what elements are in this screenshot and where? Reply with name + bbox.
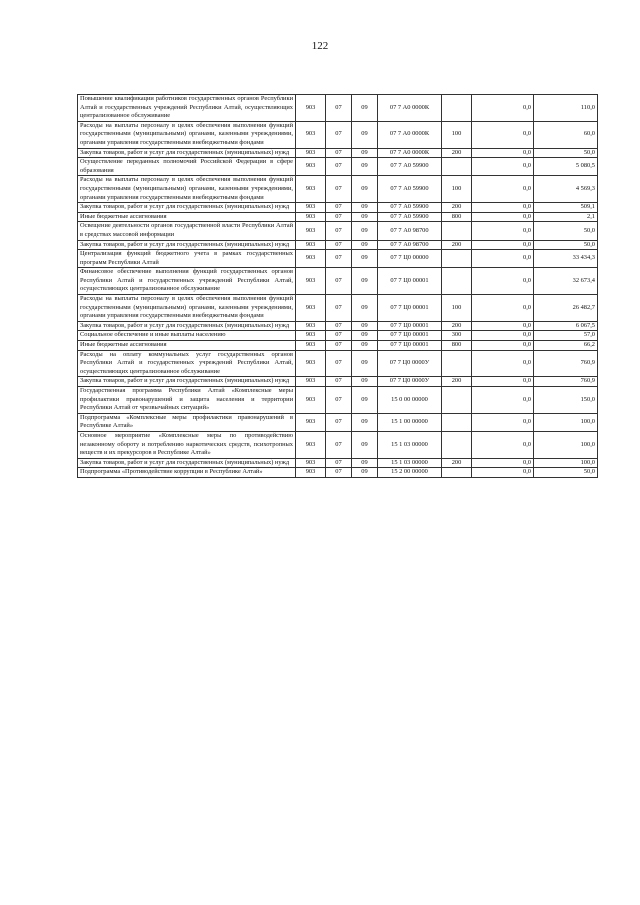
ministry-code: 903: [296, 295, 326, 322]
row-name: Подпрограмма «Комплексные меры профилактики правонарушений в Республике Алтай»: [78, 413, 296, 431]
row-name: Закупка товаров, работ и услуг для государственных (муниципальных) нужд: [78, 458, 296, 468]
table-row: [78, 268, 598, 295]
ministry-code: 903: [296, 148, 326, 158]
amount-value: 50,0: [534, 468, 598, 478]
section-code: 07: [326, 458, 352, 468]
amount-value: 150,0: [534, 387, 598, 414]
expense-type-code: [442, 387, 472, 414]
row-name: Социальное обеспечение и иные выплаты населению: [78, 331, 296, 341]
row-name: Централизация функций бюджетного учета в рамках государственных программ Республики Алтай: [78, 250, 296, 268]
row-name: Финансовое обеспечение выполнения функций государственных органов Республики Алтай и государственных учреждений Республики Алтай, осуществляющих централизованное обслуживание: [78, 268, 296, 295]
amount-value: 57,0: [534, 331, 598, 341]
amount-value: 4 569,3: [534, 176, 598, 203]
ministry-code: 903: [296, 458, 326, 468]
expense-type-code: 100: [442, 295, 472, 322]
section-code: 07: [326, 468, 352, 478]
section-code: 07: [326, 95, 352, 122]
subsection-code: 09: [352, 321, 378, 331]
ministry-code: 903: [296, 176, 326, 203]
expense-type-code: [442, 95, 472, 122]
section-code: 07: [326, 331, 352, 341]
target-article-code: 15 0 00 00000: [378, 387, 442, 414]
subsection-code: 09: [352, 240, 378, 250]
row-name: Расходы на выплаты персоналу в целях обеспечения выполнения функций государственными (муниципальными) органами, казенными учреждениями, органами управления государственными внебюджетными фондами: [78, 121, 296, 148]
expense-type-code: [442, 250, 472, 268]
target-article-code: 07 7 Ц0 0000У: [378, 377, 442, 387]
row-name: Расходы на выплаты персоналу в целях обеспечения выполнения функций государственными (муниципальными) органами, казенными учреждениями, органами управления государственными внебюджетными фондами: [78, 295, 296, 322]
row-name: Подпрограмма «Противодействие коррупции в Республике Алтай»: [78, 468, 296, 478]
ministry-code: 903: [296, 350, 326, 377]
amount-previous: 0,0: [472, 250, 534, 268]
section-code: 07: [326, 158, 352, 176]
expense-type-code: [442, 350, 472, 377]
expense-type-code: 200: [442, 203, 472, 213]
ministry-code: 903: [296, 240, 326, 250]
subsection-code: 09: [352, 468, 378, 478]
amount-value: 110,0: [534, 95, 598, 122]
ministry-code: 903: [296, 468, 326, 478]
row-name: Основное мероприятие «Комплексные меры по противодействию незаконному обороту и потреблению наркотических средств, психотропных веществ и их прекурсоров в Республике Алтай»: [78, 431, 296, 458]
ministry-code: 903: [296, 377, 326, 387]
table-row: [78, 158, 598, 176]
row-name: Закупка товаров, работ и услуг для государственных (муниципальных) нужд: [78, 240, 296, 250]
section-code: 07: [326, 341, 352, 351]
target-article-code: 07 7 Ц0 00001: [378, 331, 442, 341]
subsection-code: 09: [352, 212, 378, 222]
amount-previous: 0,0: [472, 377, 534, 387]
subsection-code: 09: [352, 387, 378, 414]
amount-previous: 0,0: [472, 458, 534, 468]
table-row: [78, 468, 598, 478]
amount-value: 60,0: [534, 121, 598, 148]
expense-type-code: [442, 268, 472, 295]
amount-previous: 0,0: [472, 413, 534, 431]
amount-value: 50,0: [534, 222, 598, 240]
amount-value: 2,1: [534, 212, 598, 222]
subsection-code: 09: [352, 431, 378, 458]
amount-previous: 0,0: [472, 158, 534, 176]
amount-previous: 0,0: [472, 121, 534, 148]
expense-type-code: [442, 413, 472, 431]
row-name: Освещение деятельности органов государственной власти Республики Алтай в средствах массовой информации: [78, 222, 296, 240]
table-row: [78, 240, 598, 250]
amount-previous: 0,0: [472, 341, 534, 351]
section-code: 07: [326, 431, 352, 458]
amount-value: 50,0: [534, 240, 598, 250]
target-article-code: 07 7 А0 59900: [378, 212, 442, 222]
target-article-code: 15 1 00 00000: [378, 413, 442, 431]
expense-type-code: 200: [442, 321, 472, 331]
subsection-code: 09: [352, 176, 378, 203]
amount-value: 509,1: [534, 203, 598, 213]
amount-previous: 0,0: [472, 268, 534, 295]
expense-type-code: 200: [442, 377, 472, 387]
amount-value: 100,0: [534, 431, 598, 458]
expense-type-code: [442, 158, 472, 176]
amount-value: 100,0: [534, 413, 598, 431]
ministry-code: 903: [296, 222, 326, 240]
ministry-code: 903: [296, 413, 326, 431]
expense-type-code: [442, 222, 472, 240]
subsection-code: 09: [352, 148, 378, 158]
target-article-code: 07 7 А0 98700: [378, 240, 442, 250]
amount-previous: 0,0: [472, 295, 534, 322]
amount-previous: 0,0: [472, 95, 534, 122]
section-code: 07: [326, 413, 352, 431]
subsection-code: 09: [352, 203, 378, 213]
row-name: Осуществление переданных полномочий Российской Федерации в сфере образования: [78, 158, 296, 176]
amount-previous: 0,0: [472, 148, 534, 158]
target-article-code: 07 7 А0 0000К: [378, 148, 442, 158]
target-article-code: 07 7 А0 59900: [378, 158, 442, 176]
subsection-code: 09: [352, 158, 378, 176]
table-row: [78, 176, 598, 203]
ministry-code: 903: [296, 203, 326, 213]
table-row: [78, 387, 598, 414]
expense-type-code: 100: [442, 121, 472, 148]
table-row: [78, 413, 598, 431]
page-number: 122: [311, 40, 329, 52]
amount-value: 33 434,3: [534, 250, 598, 268]
target-article-code: 15 1 03 00000: [378, 458, 442, 468]
amount-value: 32 673,4: [534, 268, 598, 295]
row-name: Иные бюджетные ассигнования: [78, 341, 296, 351]
amount-previous: 0,0: [472, 240, 534, 250]
expense-type-code: 800: [442, 341, 472, 351]
row-name: Закупка товаров, работ и услуг для государственных (муниципальных) нужд: [78, 203, 296, 213]
amount-previous: 0,0: [472, 203, 534, 213]
expense-type-code: 200: [442, 240, 472, 250]
ministry-code: 903: [296, 121, 326, 148]
expense-type-code: [442, 431, 472, 458]
row-name: Закупка товаров, работ и услуг для государственных (муниципальных) нужд: [78, 321, 296, 331]
section-code: 07: [326, 295, 352, 322]
row-name: Государственная программа Республики Алтай «Комплексные меры профилактики правонарушений и защита населения и территории Республики Алтай от чрезвычайных ситуаций»: [78, 387, 296, 414]
row-name: Расходы на оплату коммунальных услуг государственных органов Республики Алтай и государственных учреждений Республики Алтай, осуществляющих централизованное обслуживание: [78, 350, 296, 377]
subsection-code: 09: [352, 295, 378, 322]
amount-value: 100,0: [534, 458, 598, 468]
target-article-code: 07 7 А0 0000К: [378, 95, 442, 122]
section-code: 07: [326, 377, 352, 387]
subsection-code: 09: [352, 268, 378, 295]
section-code: 07: [326, 350, 352, 377]
table-row: [78, 250, 598, 268]
target-article-code: 07 7 А0 0000К: [378, 121, 442, 148]
target-article-code: 07 7 А0 59900: [378, 176, 442, 203]
table-row: [78, 203, 598, 213]
subsection-code: 09: [352, 350, 378, 377]
ministry-code: 903: [296, 387, 326, 414]
subsection-code: 09: [352, 377, 378, 387]
subsection-code: 09: [352, 331, 378, 341]
target-article-code: 07 7 Ц0 0000У: [378, 350, 442, 377]
expense-type-code: 100: [442, 176, 472, 203]
section-code: 07: [326, 148, 352, 158]
subsection-code: 09: [352, 95, 378, 122]
amount-value: 50,0: [534, 148, 598, 158]
amount-value: 26 482,7: [534, 295, 598, 322]
amount-previous: 0,0: [472, 212, 534, 222]
row-name: Закупка товаров, работ и услуг для государственных (муниципальных) нужд: [78, 377, 296, 387]
table-row: [78, 331, 598, 341]
amount-value: 66,2: [534, 341, 598, 351]
ministry-code: 903: [296, 212, 326, 222]
table-row: [78, 148, 598, 158]
target-article-code: 07 7 А0 98700: [378, 222, 442, 240]
amount-previous: 0,0: [472, 350, 534, 377]
amount-value: 760,9: [534, 377, 598, 387]
section-code: 07: [326, 240, 352, 250]
table-row: [78, 295, 598, 322]
section-code: 07: [326, 203, 352, 213]
subsection-code: 09: [352, 341, 378, 351]
ministry-code: 903: [296, 321, 326, 331]
table-row: [78, 341, 598, 351]
ministry-code: 903: [296, 331, 326, 341]
row-name: Расходы на выплаты персоналу в целях обеспечения выполнения функций государственными (муниципальными) органами, казенными учреждениями, органами управления государственными внебюджетными фондами: [78, 176, 296, 203]
table-row: [78, 431, 598, 458]
section-code: 07: [326, 176, 352, 203]
expense-type-code: 800: [442, 212, 472, 222]
subsection-code: 09: [352, 413, 378, 431]
table-row: [78, 121, 598, 148]
ministry-code: 903: [296, 158, 326, 176]
amount-value: 6 067,5: [534, 321, 598, 331]
expense-type-code: 200: [442, 458, 472, 468]
amount-previous: 0,0: [472, 321, 534, 331]
table-row: [78, 350, 598, 377]
amount-value: 5 080,5: [534, 158, 598, 176]
budget-table: [77, 94, 598, 478]
row-name: Закупка товаров, работ и услуг для государственных (муниципальных) нужд: [78, 148, 296, 158]
table-row: [78, 212, 598, 222]
table-row: [78, 222, 598, 240]
expense-type-code: [442, 468, 472, 478]
target-article-code: 07 7 Ц0 00001: [378, 321, 442, 331]
section-code: 07: [326, 387, 352, 414]
ministry-code: 903: [296, 268, 326, 295]
subsection-code: 09: [352, 121, 378, 148]
table-row: [78, 321, 598, 331]
ministry-code: 903: [296, 95, 326, 122]
target-article-code: 07 7 Ц0 00000: [378, 250, 442, 268]
target-article-code: 07 7 Ц0 00001: [378, 341, 442, 351]
amount-previous: 0,0: [472, 387, 534, 414]
expense-type-code: 200: [442, 148, 472, 158]
amount-previous: 0,0: [472, 222, 534, 240]
table-row: [78, 95, 598, 122]
target-article-code: 07 7 Ц0 00001: [378, 295, 442, 322]
ministry-code: 903: [296, 341, 326, 351]
section-code: 07: [326, 222, 352, 240]
amount-value: 760,9: [534, 350, 598, 377]
row-name: Повышение квалификации работников государственных органов Республики Алтай и государственных учреждений Республики Алтай, осуществляющих централизованное обслуживание: [78, 95, 296, 122]
subsection-code: 09: [352, 458, 378, 468]
section-code: 07: [326, 212, 352, 222]
subsection-code: 09: [352, 250, 378, 268]
ministry-code: 903: [296, 250, 326, 268]
target-article-code: 15 1 03 00000: [378, 431, 442, 458]
section-code: 07: [326, 268, 352, 295]
section-code: 07: [326, 250, 352, 268]
section-code: 07: [326, 121, 352, 148]
table-row: [78, 458, 598, 468]
ministry-code: 903: [296, 431, 326, 458]
subsection-code: 09: [352, 222, 378, 240]
target-article-code: 07 7 А0 59900: [378, 203, 442, 213]
amount-previous: 0,0: [472, 431, 534, 458]
table-row: [78, 377, 598, 387]
amount-previous: 0,0: [472, 176, 534, 203]
amount-previous: 0,0: [472, 331, 534, 341]
expense-type-code: 300: [442, 331, 472, 341]
section-code: 07: [326, 321, 352, 331]
row-name: Иные бюджетные ассигнования: [78, 212, 296, 222]
target-article-code: 15 2 00 00000: [378, 468, 442, 478]
amount-previous: 0,0: [472, 468, 534, 478]
target-article-code: 07 7 Ц0 00001: [378, 268, 442, 295]
